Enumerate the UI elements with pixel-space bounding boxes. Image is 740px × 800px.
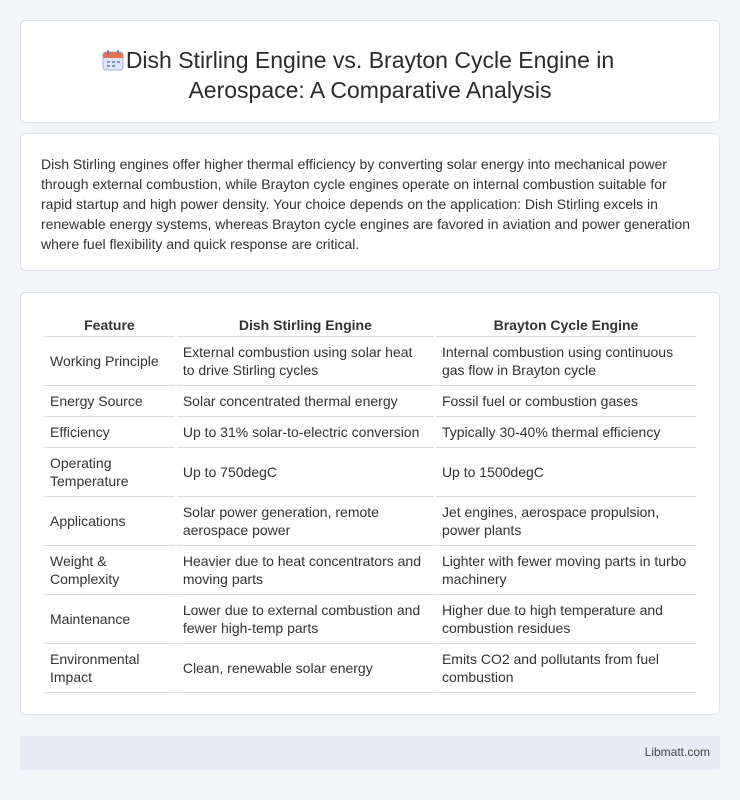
column-header-dish-stirling: Dish Stirling Engine: [177, 315, 434, 337]
summary-text: Dish Stirling engines offer higher thermal efficiency by converting solar energy into mechanical power through external combustion, while Brayton cycle engines operate on internal combustion suitable for rapid startup and high power density. Your choice depends on the application: Dish Stirling excels in renewable energy systems, whereas Brayton cycle engines are favored in aviation and power generation where fuel flexibility and quick response are critical.: [41, 156, 691, 252]
brayton-cell: Higher due to high temperature and combustion residues: [436, 595, 696, 644]
page-title-line-1: Dish Stirling Engine vs. Brayton Cycle Engine in: [125, 47, 615, 73]
dish-stirling-cell: Up to 750degC: [177, 448, 434, 497]
dish-stirling-cell: External combustion using solar heat to drive Stirling cycles: [177, 337, 434, 386]
feature-cell: Maintenance: [44, 595, 175, 644]
page-title-line-2: Aerospace: A Comparative Analysis: [188, 77, 552, 103]
summary-card: [20, 133, 720, 271]
table-row: [44, 448, 696, 497]
feature-cell: Efficiency: [44, 417, 175, 448]
table-row: [44, 595, 696, 644]
dish-stirling-cell: Lower due to external combustion and fewer high-temp parts: [177, 595, 434, 644]
table-row: [44, 546, 696, 595]
feature-cell: Working Principle: [44, 337, 175, 386]
brayton-cell: Lighter with fewer moving parts in turbo machinery: [436, 546, 696, 595]
column-header-feature: Feature: [44, 315, 175, 337]
table-row: [44, 337, 696, 386]
feature-cell: Weight & Complexity: [44, 546, 175, 595]
column-header-brayton: Brayton Cycle Engine: [436, 315, 696, 337]
table-row: [44, 497, 696, 546]
comparison-card: [20, 292, 720, 715]
footer-bar: [20, 736, 720, 770]
comparison-table: [42, 315, 698, 693]
title-card: [20, 20, 720, 123]
table-row: [44, 644, 696, 693]
table-row: [44, 386, 696, 417]
feature-cell: Applications: [44, 497, 175, 546]
footer-brand: Libmatt.com: [644, 745, 710, 759]
brayton-cell: Typically 30-40% thermal efficiency: [436, 417, 696, 448]
feature-cell: Environmental Impact: [44, 644, 175, 693]
dish-stirling-cell: Solar concentrated thermal energy: [177, 386, 434, 417]
brayton-cell: Up to 1500degC: [436, 448, 696, 497]
table-row: [44, 417, 696, 448]
feature-cell: Energy Source: [44, 386, 175, 417]
brayton-cell: Fossil fuel or combustion gases: [436, 386, 696, 417]
brayton-cell: Emits CO2 and pollutants from fuel combustion: [436, 644, 696, 693]
table-header-row: [44, 315, 696, 337]
dish-stirling-cell: Heavier due to heat concentrators and moving parts: [177, 546, 434, 595]
dish-stirling-cell: Solar power generation, remote aerospace power: [177, 497, 434, 546]
dish-stirling-cell: Up to 31% solar-to-electric conversion: [177, 417, 434, 448]
brayton-cell: Jet engines, aerospace propulsion, power plants: [436, 497, 696, 546]
brayton-cell: Internal combustion using continuous gas flow in Brayton cycle: [436, 337, 696, 386]
dish-stirling-cell: Clean, renewable solar energy: [177, 644, 434, 693]
page-title: [21, 45, 719, 105]
feature-cell: Operating Temperature: [44, 448, 175, 497]
